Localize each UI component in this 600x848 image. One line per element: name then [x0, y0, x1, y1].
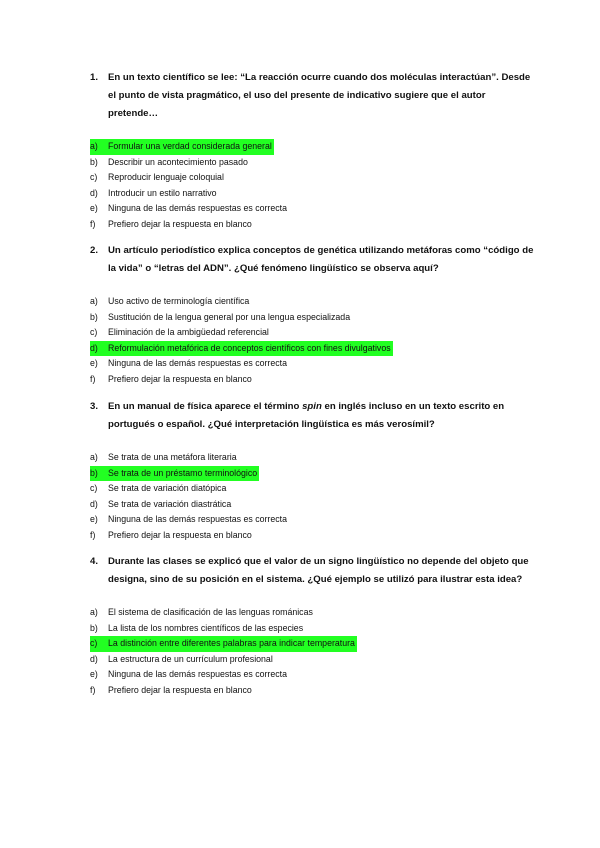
option-letter: f) [90, 529, 96, 540]
option-letter: b) [90, 311, 98, 322]
option-f [90, 372, 535, 388]
option-letter: f) [90, 218, 96, 229]
question-number: 2. [90, 245, 99, 256]
option-letter: f) [90, 373, 96, 384]
option-text: Se trata de una metáfora literaria [108, 452, 237, 462]
option-a [90, 450, 535, 466]
question-number: 1. [90, 72, 99, 83]
option-e [90, 667, 535, 683]
question-number: 3. [90, 401, 99, 412]
option-text: Reformulación metafórica de conceptos científicos con fines divulgativos [108, 341, 393, 357]
question-text-part: en inglés incluso en un texto escrito en portugués o español. ¿Qué interpretación lingüística es más verosímil? [108, 401, 505, 430]
question-header [90, 398, 535, 434]
question-text-emphasis: spin [302, 401, 322, 412]
option-text: Uso activo de terminología científica [108, 296, 250, 306]
option-letter: e) [90, 514, 98, 525]
option-text: Prefiero dejar la respuesta en blanco [108, 529, 252, 540]
option-letter: f) [90, 684, 96, 695]
option-letter: e) [90, 669, 98, 680]
question-4 [90, 553, 535, 699]
options-list [90, 605, 535, 699]
option-text: Prefiero dejar la respuesta en blanco [108, 373, 252, 384]
option-f [90, 683, 535, 699]
option-c [90, 170, 535, 186]
question-text [108, 398, 535, 434]
option-letter: a) [90, 296, 98, 306]
option-letter: b) [90, 622, 98, 633]
option-f [90, 528, 535, 544]
option-d [90, 652, 535, 668]
option-text: Eliminación de la ambigüedad referencial [108, 327, 269, 338]
option-text: El sistema de clasificación de las lenguas románicas [108, 607, 313, 617]
option-c [90, 481, 535, 497]
option-e [90, 356, 535, 372]
option-letter: d) [90, 498, 98, 509]
question-1 [90, 69, 535, 233]
question-number: 4. [90, 556, 99, 567]
question-text: En un texto científico se lee: “La reacción ocurre cuando dos moléculas interactúan”. Desde el punto de vista pragmático, el uso del presente de indicativo sugiere que el autor pretende… [108, 72, 531, 119]
option-letter: a) [90, 452, 98, 462]
option-letter: d) [90, 341, 108, 357]
option-a [90, 605, 535, 621]
option-letter: e) [90, 203, 98, 214]
option-text: Se trata de variación diastrática [108, 498, 232, 509]
option-letter: c) [90, 327, 98, 338]
option-text: La distinción entre diferentes palabras para indicar temperatura [108, 636, 357, 652]
option-d [90, 497, 535, 513]
option-e [90, 512, 535, 528]
option-a [90, 139, 535, 155]
option-text: Formular una verdad considerada general [108, 139, 274, 155]
option-text: Prefiero dejar la respuesta en blanco [108, 684, 252, 695]
option-text: Reproducir lenguaje coloquial [108, 172, 224, 183]
question-text: Un artículo periodístico explica conceptos de genética utilizando metáforas como “código de la vida” o “letras del ADN”. ¿Qué fenómeno lingüístico se observa aquí? [108, 245, 534, 274]
option-d [90, 186, 535, 202]
options-list [90, 139, 535, 233]
option-letter: a) [90, 607, 98, 617]
option-text: Ninguna de las demás respuestas es correcta [108, 669, 287, 680]
question-text: Durante las clases se explicó que el valor de un signo lingüístico no depende del objeto que designa, sino de su posición en el sistema. ¿Qué ejemplo se utilizó para ilustrar esta idea? [108, 556, 529, 585]
option-text: Sustitución de la lengua general por una lengua especializada [108, 311, 351, 322]
option-d [90, 341, 535, 357]
question-header [90, 242, 535, 278]
option-letter: e) [90, 358, 98, 369]
option-text: Ninguna de las demás respuestas es correcta [108, 203, 287, 214]
option-b [90, 155, 535, 171]
option-letter: b) [90, 466, 108, 482]
option-text: Se trata de un préstamo terminológico [108, 466, 259, 482]
option-c [90, 325, 535, 341]
option-b [90, 310, 535, 326]
question-2 [90, 242, 535, 388]
option-text: Prefiero dejar la respuesta en blanco [108, 218, 252, 229]
question-header [90, 69, 535, 123]
option-a [90, 294, 535, 310]
option-text: Ninguna de las demás respuestas es correcta [108, 358, 287, 369]
option-text: La estructura de un currículum profesional [108, 653, 273, 664]
option-letter: c) [90, 483, 98, 494]
question-text-part: En un manual de física aparece el término [108, 401, 303, 412]
option-text: Se trata de variación diatópica [108, 483, 227, 494]
option-text: Ninguna de las demás respuestas es correcta [108, 514, 287, 525]
option-text: Describir un acontecimiento pasado [108, 156, 248, 167]
option-c [90, 636, 535, 652]
option-text: La lista de los nombres científicos de las especies [108, 622, 304, 633]
option-letter: d) [90, 187, 98, 198]
question-header [90, 553, 535, 589]
option-letter: c) [90, 172, 98, 183]
option-b [90, 466, 535, 482]
option-letter: d) [90, 653, 98, 664]
option-text: Introducir un estilo narrativo [108, 187, 217, 198]
option-letter: a) [90, 139, 108, 155]
options-list [90, 294, 535, 388]
options-list [90, 450, 535, 544]
option-f [90, 217, 535, 233]
option-letter: c) [90, 636, 108, 652]
option-e [90, 201, 535, 217]
question-3 [90, 398, 535, 544]
option-b [90, 621, 535, 637]
option-letter: b) [90, 156, 98, 167]
